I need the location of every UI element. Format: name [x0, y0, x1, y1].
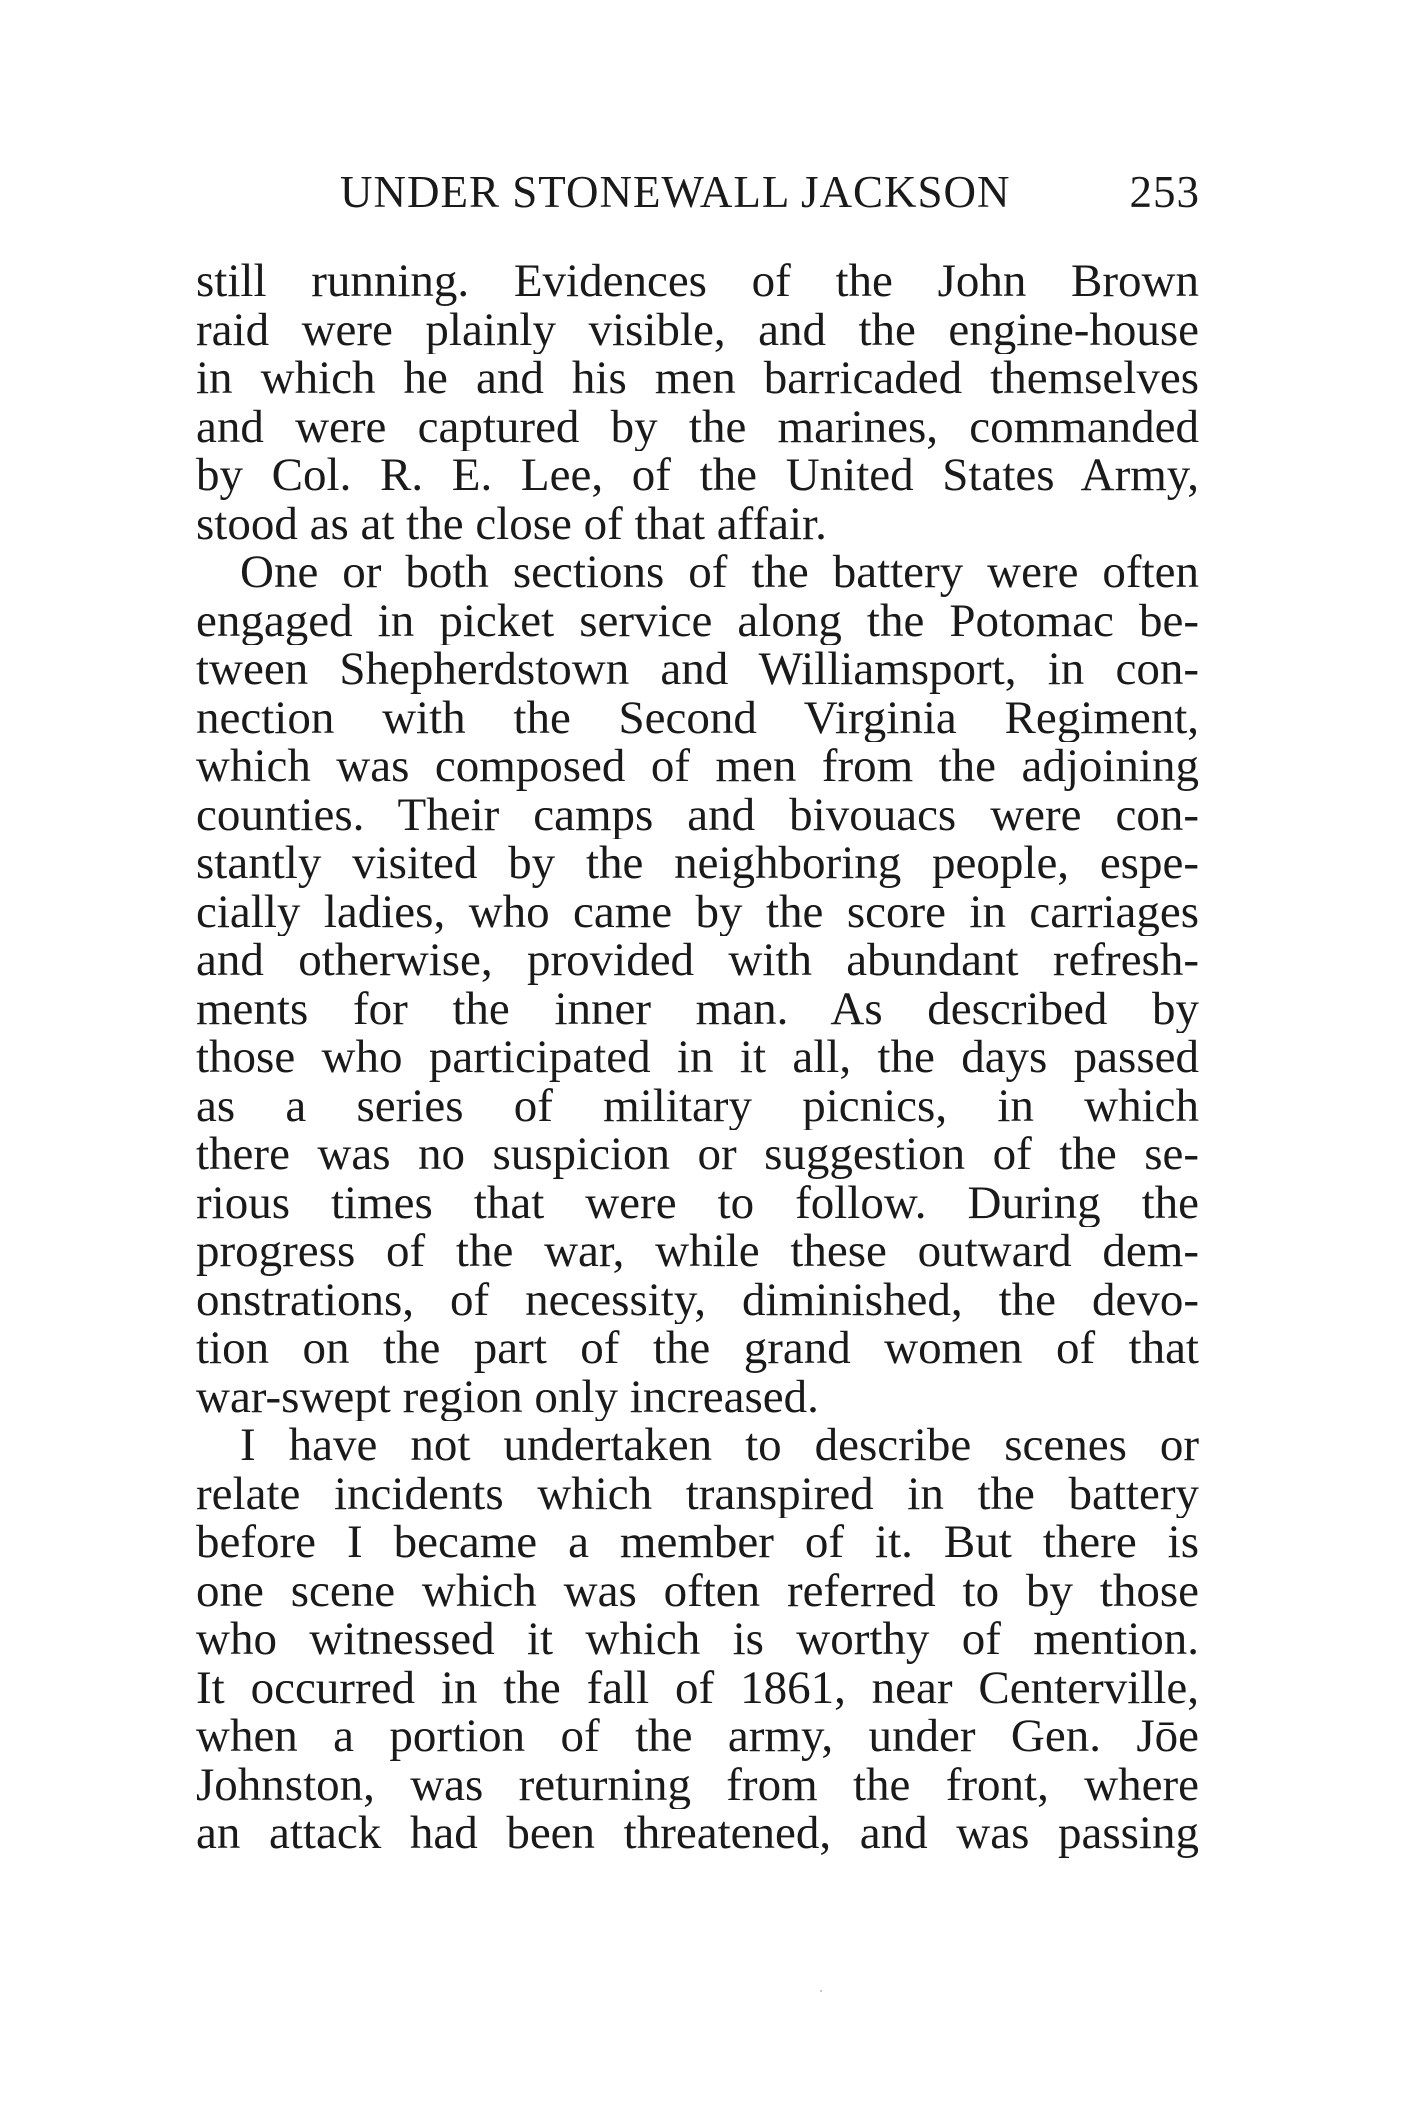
- text-line: progress of the war, while these outward dem-: [196, 1227, 1199, 1276]
- running-head: [340, 162, 1200, 222]
- text-line: engaged in picket service along the Potomac be-: [196, 596, 1199, 645]
- text-line: cially ladies, who came by the score in carriages: [196, 887, 1199, 936]
- text-line: It occurred in the fall of 1861, near Centerville,: [196, 1663, 1199, 1712]
- text-line: still running. Evidences of the John Brown: [196, 257, 1199, 306]
- text-line: tween Shepherdstown and Williamsport, in con-: [196, 645, 1199, 694]
- text-line: I have not undertaken to describe scenes or: [240, 1421, 1199, 1470]
- text-line: stantly visited by the neighboring people, espe-: [196, 839, 1199, 888]
- text-line: an attack had been threatened, and was passing: [196, 1809, 1199, 1858]
- text-line: and were captured by the marines, commanded: [196, 402, 1199, 451]
- running-title: UNDER STONEWALL JACKSON: [340, 167, 1011, 217]
- text-line: onstrations, of necessity, diminished, the devo-: [196, 1275, 1199, 1324]
- text-line: stood as at the close of that affair.: [196, 499, 827, 548]
- paper-speck: [820, 1990, 822, 1992]
- body-text: [196, 257, 1199, 1858]
- text-line: Johnston, was returning from the front, where: [196, 1760, 1199, 1809]
- text-line: there was no suspicion or suggestion of the se-: [196, 1130, 1199, 1179]
- text-line: which was composed of men from the adjoining: [196, 742, 1199, 791]
- text-line: who witnessed it which is worthy of mention.: [196, 1615, 1199, 1664]
- text-line: One or both sections of the battery were often: [240, 548, 1199, 597]
- text-line: one scene which was often referred to by those: [196, 1566, 1199, 1615]
- text-line: when a portion of the army, under Gen. Jōe: [196, 1712, 1199, 1761]
- text-line: rious times that were to follow. During the: [196, 1178, 1199, 1227]
- text-line: those who participated in it all, the days passed: [196, 1033, 1199, 1082]
- text-line: by Col. R. E. Lee, of the United States Army,: [196, 451, 1199, 500]
- page-number: 253: [1129, 167, 1200, 217]
- text-line: in which he and his men barricaded themselves: [196, 354, 1199, 403]
- text-line: as a series of military picnics, in which: [196, 1081, 1199, 1130]
- text-line: raid were plainly visible, and the engine-house: [196, 305, 1199, 354]
- text-line: ments for the inner man. As described by: [196, 984, 1199, 1033]
- text-line: counties. Their camps and bivouacs were con-: [196, 790, 1199, 839]
- text-line: nection with the Second Virginia Regiment,: [196, 693, 1199, 742]
- text-line: war-swept region only increased.: [196, 1372, 819, 1421]
- text-line: before I became a member of it. But there is: [196, 1518, 1199, 1567]
- text-line: tion on the part of the grand women of that: [196, 1324, 1199, 1373]
- text-line: and otherwise, provided with abundant refresh-: [196, 936, 1199, 985]
- text-line: relate incidents which transpired in the battery: [196, 1469, 1199, 1518]
